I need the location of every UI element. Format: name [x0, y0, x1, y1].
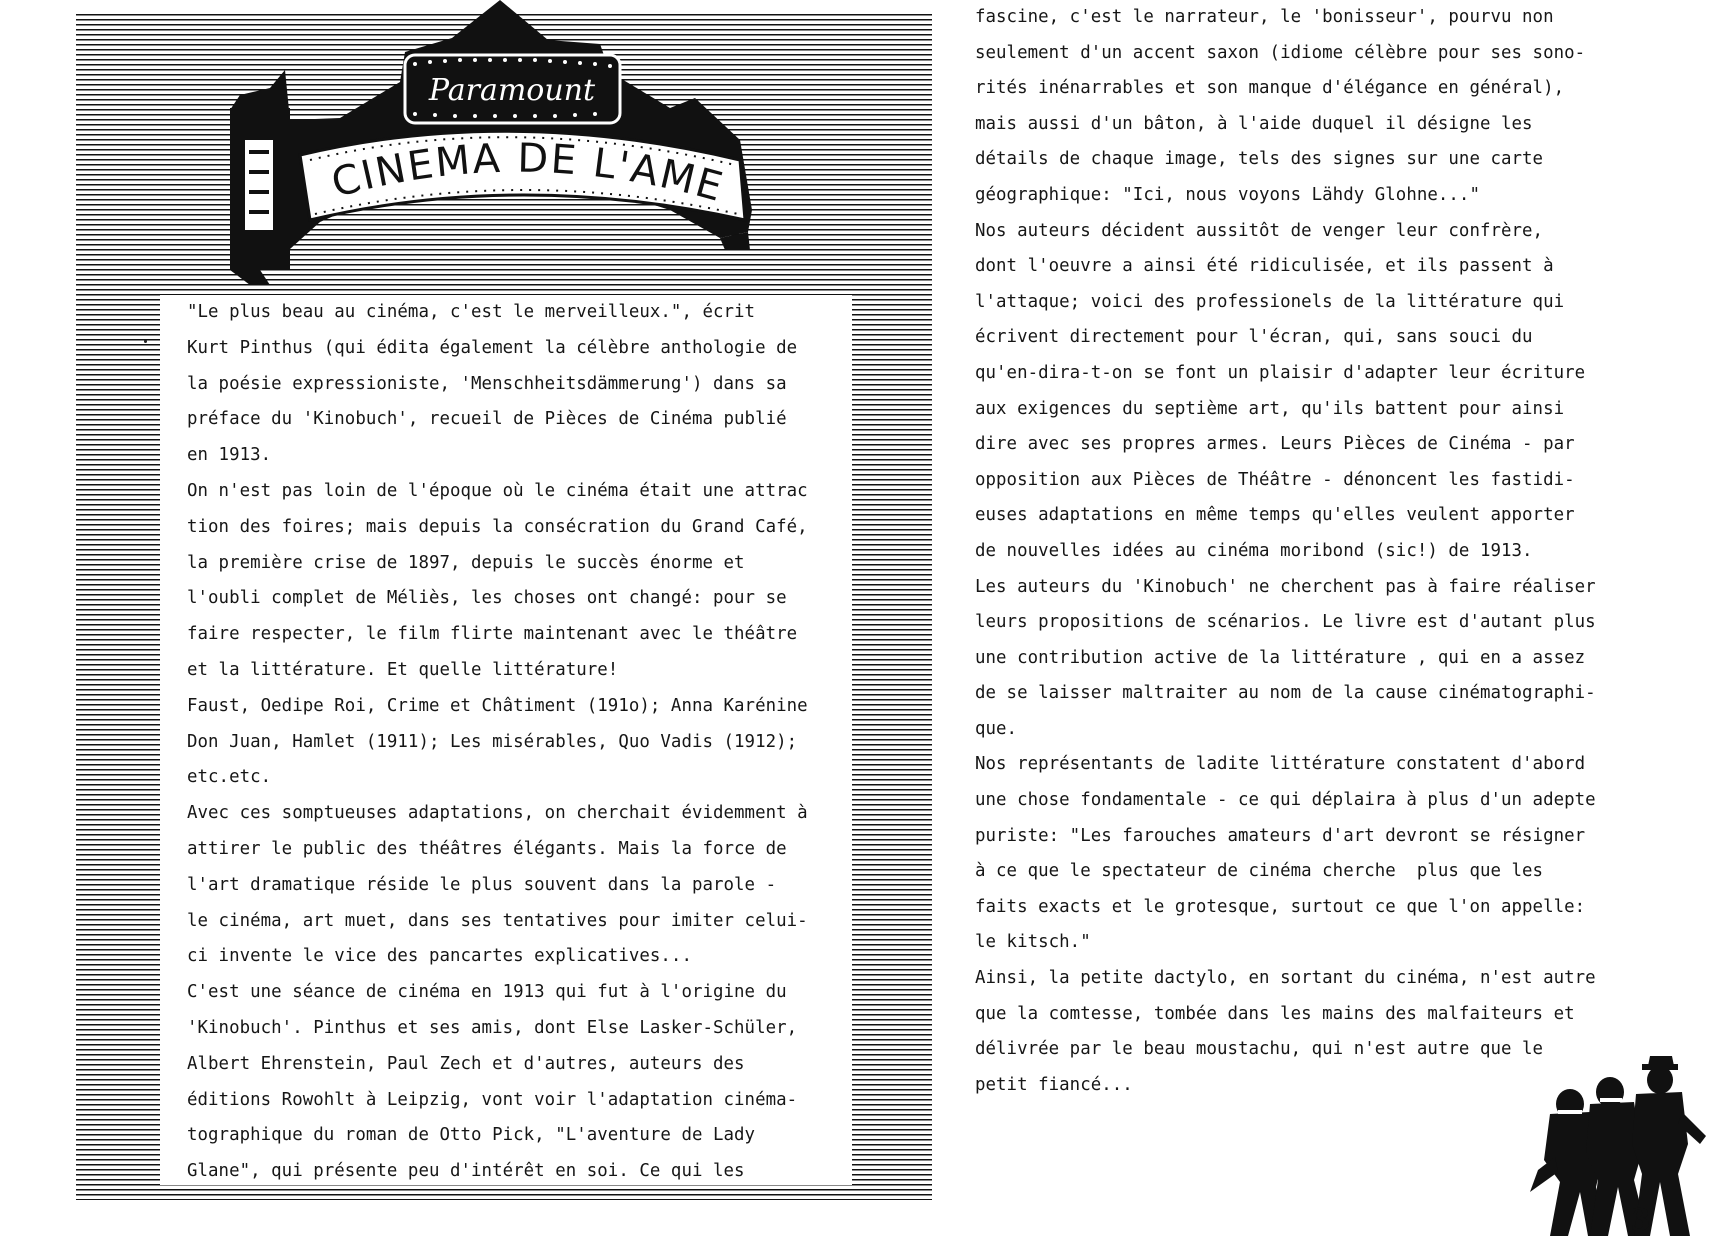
left-line: la première crise de 1897, depuis le succès énorme et	[187, 552, 745, 573]
left-line: Avec ces somptueuses adaptations, on cherchait évidemment à	[187, 803, 808, 824]
right-line: mais aussi d'un bâton, à l'aide duquel il désigne les	[975, 113, 1533, 134]
right-line: détails de chaque image, tels des signes sur une carte	[975, 149, 1544, 170]
page-number: 3	[1630, 1203, 1651, 1238]
right-line: que la comtesse, tombée dans les mains des malfaiteurs et	[975, 1003, 1575, 1024]
right-text-column	[975, 0, 1675, 1103]
ink-speck	[144, 340, 147, 343]
left-line: "Le plus beau au cinéma, c'est le merveilleux.", écrit	[187, 302, 756, 322]
left-line: etc.etc.	[187, 767, 272, 788]
left-line: l'oubli complet de Méliès, les choses ont changé: pour se	[187, 588, 787, 609]
left-line: préface du 'Kinobuch', recueil de Pièces de Cinéma publié	[187, 409, 787, 430]
left-line: le cinéma, art muet, dans ses tentatives pour imiter celui-	[187, 910, 808, 931]
cinema-marquee-illustration	[200, 0, 770, 285]
right-line: de nouvelles idées au cinéma moribond (sic!) de 1913.	[975, 540, 1533, 561]
right-line: Ainsi, la petite dactylo, en sortant du cinéma, n'est autre	[975, 968, 1596, 989]
marquee-support-left	[230, 270, 270, 285]
right-line: Nos auteurs décident aussitôt de venger leur confrère,	[975, 220, 1544, 241]
left-line: 'Kinobuch'. Pinthus et ses amis, dont Else Lasker-Schüler,	[187, 1017, 798, 1038]
left-line: On n'est pas loin de l'époque où le cinéma était une attrac	[187, 480, 808, 501]
left-line: tographique du roman de Otto Pick, "L'aventure de Lady	[187, 1125, 756, 1146]
left-line: éditions Rowohlt à Leipzig, vont voir l'adaptation cinéma-	[187, 1089, 798, 1110]
right-line: fascine, c'est le narrateur, le 'bonisseur', pourvu non	[975, 7, 1554, 27]
right-line: euses adaptations en même temps qu'elles veulent apporter	[975, 505, 1575, 526]
marquee-sign-text: CINEMA DE L'AME	[326, 135, 730, 212]
right-line: l'attaque; voici des professionels de la littérature qui	[975, 291, 1565, 312]
left-line: en 1913.	[187, 445, 272, 466]
right-line: que.	[975, 718, 1018, 739]
right-line: à ce que le spectateur de cinéma cherche plus que les	[975, 861, 1544, 882]
right-line: petit fiancé...	[975, 1074, 1133, 1095]
right-line: géographique: "Ici, nous voyons Lähdy Glohne..."	[975, 184, 1480, 205]
right-line: aux exigences du septième art, qu'ils battent pour ainsi	[975, 398, 1565, 419]
right-line: une contribution active de la littérature , qui en a assez	[975, 647, 1586, 668]
left-line: Albert Ehrenstein, Paul Zech et d'autres, auteurs des	[187, 1053, 745, 1074]
left-line: C'est une séance de cinéma en 1913 qui fut à l'origine du	[187, 982, 787, 1003]
marquee-brand-text: Paramount	[428, 73, 596, 108]
right-line: une chose fondamentale - ce qui déplaira à plus d'un adepte	[975, 790, 1596, 811]
right-line: de se laisser maltraiter au nom de la cause cinématographi-	[975, 683, 1596, 704]
left-line: Kurt Pinthus (qui édita également la célèbre anthologie de	[187, 337, 798, 358]
right-line: faits exacts et le grotesque, surtout ce que l'on appelle:	[975, 896, 1586, 917]
left-line: l'art dramatique réside le plus souvent dans la parole -	[187, 874, 777, 895]
right-line: puriste: "Les farouches amateurs d'art devront se résigner	[975, 825, 1586, 846]
right-line: délivrée par le beau moustachu, qui n'est autre que le	[975, 1039, 1544, 1060]
left-line: attirer le public des théâtres élégants. Mais la force de	[187, 838, 787, 859]
left-line: et la littérature. Et quelle littérature!	[187, 659, 619, 680]
left-line: Glane", qui présente peu d'intérêt en soi. Ce qui les	[187, 1161, 745, 1182]
right-line: écrivent directement pour l'écran, qui, sans souci du	[975, 327, 1533, 348]
right-line: leurs propositions de scénarios. Le livre est d'autant plus	[975, 612, 1596, 633]
left-line: faire respecter, le film flirte maintenant avec le théâtre	[187, 624, 798, 645]
left-line: Faust, Oedipe Roi, Crime et Châtiment (191o); Anna Karénine	[187, 695, 808, 716]
right-line: dire avec ses propres armes. Leurs Pièces de Cinéma - par	[975, 434, 1575, 455]
left-line: ci invente le vice des pancartes explicatives...	[187, 946, 692, 967]
left-line: Don Juan, Hamlet (1911); Les misérables, Quo Vadis (1912);	[187, 731, 798, 752]
left-text-box	[160, 295, 852, 1185]
right-line: Les auteurs du 'Kinobuch' ne cherchent pas à faire réaliser	[975, 576, 1596, 597]
right-line: opposition aux Pièces de Théâtre - dénoncent les fastidi-	[975, 469, 1575, 490]
right-line: Nos représentants de ladite littérature constatent d'abord	[975, 754, 1586, 775]
running-figures-illustration	[1510, 1052, 1714, 1236]
left-line: tion des foires; mais depuis la consécration du Grand Café,	[187, 516, 808, 537]
left-line: la poésie expressioniste, 'Menschheitsdämmerung') dans sa	[187, 373, 787, 394]
right-line: qu'en-dira-t-on se font un plaisir d'adapter leur écriture	[975, 362, 1586, 383]
right-line: le kitsch."	[975, 932, 1091, 953]
right-line: seulement d'un accent saxon (idiome célèbre pour ses sono-	[975, 42, 1586, 63]
right-line: rités inénarrables et son manque d'élégance en général),	[975, 78, 1565, 99]
right-line: dont l'oeuvre a ainsi été ridiculisée, et ils passent à	[975, 256, 1554, 277]
